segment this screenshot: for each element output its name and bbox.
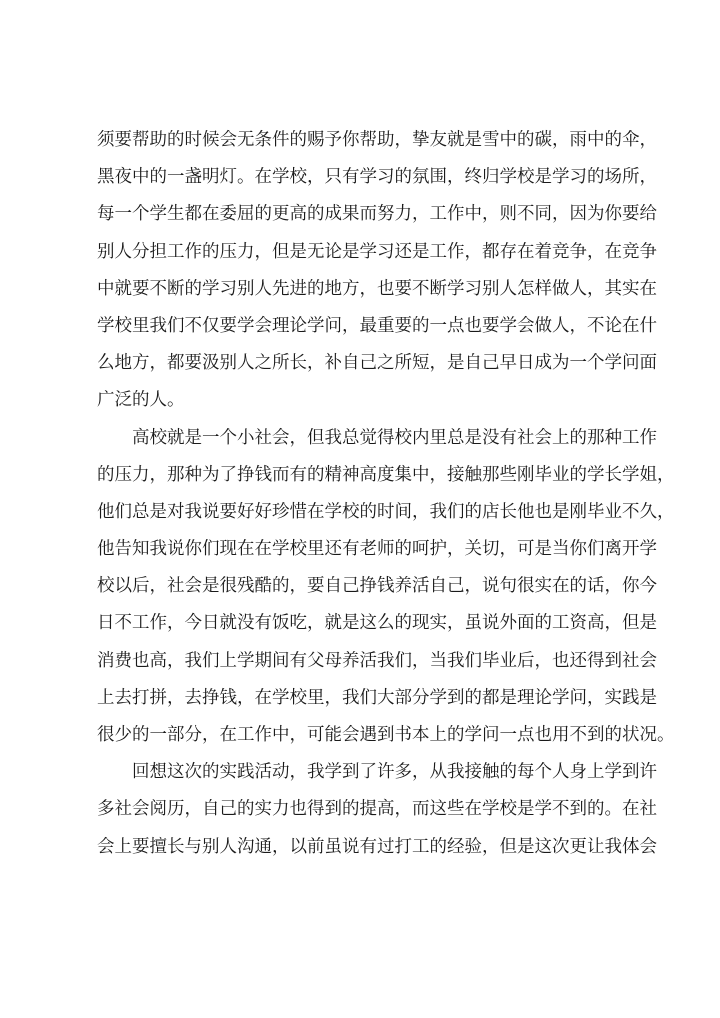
text-line: 多社会阅历，自己的实力也得到的提高，而这些在学校是学不到的。在社	[97, 799, 657, 820]
paragraph	[97, 754, 657, 866]
body-text	[97, 122, 675, 866]
text-line: 每一个学生都在委屈的更高的成果而努力，工作中，则不同，因为你要给	[97, 204, 657, 225]
text-line: 须要帮助的时候会无条件的赐予你帮助，挚友就是雪中的碳，雨中的伞，	[97, 130, 657, 150]
text-line: 学校里我们不仅要学会理论学问，最重要的一点也要学会做人，不论在什	[97, 315, 657, 336]
text-line: 日不工作，今日就没有饭吃，就是这么的现实，虽说外面的工资高，但是	[97, 613, 657, 634]
paragraph	[97, 122, 657, 420]
text-line: 会上要擅长与别人沟通，以前虽说有过打工的经验，但是这次更让我体会	[97, 836, 657, 857]
text-line: 校以后，社会是很残酷的，要自己挣钱养活自己，说句很实在的话，你今	[97, 576, 657, 597]
text-line: 广泛的人。	[97, 390, 185, 411]
text-line: 回想这次的实践活动，我学到了许多，从我接触的每个人身上学到许	[132, 762, 657, 783]
text-line: 消费也高，我们上学期间有父母养活我们，当我们毕业后，也还得到社会	[97, 650, 657, 671]
text-line: 他们总是对我说要好好珍惜在学校的时间，我们的店长他也是刚毕业不久，	[97, 501, 675, 522]
text-line: 他告知我说你们现在在学校里还有老师的呵护，关切，可是当你们离开学	[97, 539, 657, 560]
text-line: 么地方，都要汲别人之所长，补自己之所短，是自己早日成为一个学问面	[97, 353, 657, 374]
text-line: 高校就是一个小社会，但我总觉得校内里总是没有社会上的那种工作	[132, 427, 657, 448]
paragraph	[97, 420, 675, 755]
text-line: 别人分担工作的压力，但是无论是学习还是工作，都存在着竞争，在竞争	[97, 241, 657, 262]
text-line: 上去打拼，去挣钱，在学校里，我们大部分学到的都是理论学问，实践是	[97, 687, 657, 708]
text-line: 中就要不断的学习别人先进的地方，也要不断学习别人怎样做人，其实在	[97, 278, 657, 299]
text-line: 黑夜中的一盏明灯。在学校，只有学习的氛围，终归学校是学习的场所，	[97, 167, 657, 188]
text-line: 很少的一部分，在工作中，可能会遇到书本上的学问一点也用不到的状况。	[97, 725, 675, 745]
text-line: 的压力，那种为了挣钱而有的精神高度集中，接触那些刚毕业的学长学姐，	[97, 464, 675, 485]
